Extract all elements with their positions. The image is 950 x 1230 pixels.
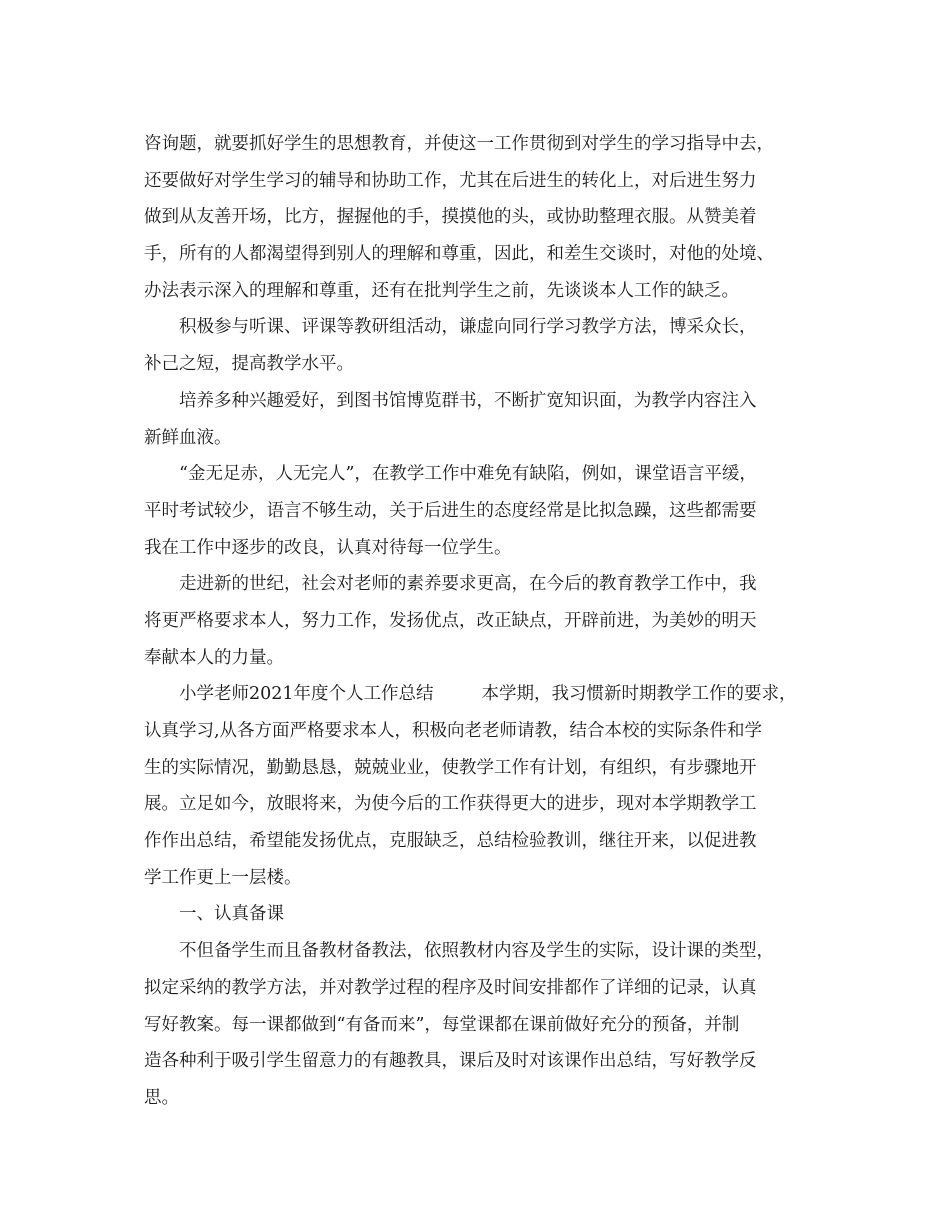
paragraph-4 [144,456,814,566]
text-line: 平时考试较少，语言不够生动，关于后进生的态度经常是比拟急躁，这些都需要 [144,500,757,521]
text-line: 手，所有的人都渴望得到别人的理解和尊重，因此，和差生交谈时，对他的处境、 [144,244,774,265]
paragraph-3 [144,383,814,456]
text-line: 咨询题，就要抓好学生的思想教育，并使这一工作贯彻到对学生的学习指导中去， [144,134,774,154]
text-line: “金无足赤，人无完人”，在教学工作中难免有缺陷，例如，课堂语言平缓， [179,464,757,485]
text-line: 我在工作中逐步的改良，认真对待每一位学生。 [144,537,512,558]
text-line: 新鲜血液。 [144,427,232,448]
text-line: 认真学习,从各方面严格要求本人，积极向老老师请教，结合本校的实际条件和学 [144,721,763,741]
text-line: 不但备学生而且备教材备教法，依照教材内容及学生的实际，设计课的类型， [179,941,774,962]
section-title: 一、认真备课 [179,904,284,925]
heading-line [144,676,814,713]
paragraph-7 [144,896,814,933]
text-line: 将更严格要求本人，努力工作，发扬优点，改正缺点，开辟前进，为美妙的明天 [144,610,757,631]
paragraph-1 [144,126,814,309]
text-line: 奉献本人的力量。 [144,647,284,668]
text-line: 本学期，我习惯新时期教学工作的要求， [481,684,797,705]
text-line: 拟定采纳的教学方法，并对教学过程的程序及时间安排都作了详细的记录，认真 [144,977,757,998]
text-line: 办法表示深入的理解和尊重，还有在批判学生之前，先谈谈本人工作的缺乏。 [144,280,739,301]
paragraph-6 [144,676,814,896]
text-line: 造各种利于吸引学生留意力的有趣教具，课后及时对该课作出总结，写好教学反 [144,1051,757,1072]
text-line: 作作出总结，希望能发扬优点，克服缺乏，总结检验教训，继往开来，以促进教 [144,831,757,852]
paragraph-2 [144,309,814,382]
text-line: 学工作更上一层楼。 [144,867,302,888]
text-line: 生的实际情况，勤勤恳恳，兢兢业业，使教学工作有计划，有组织，有步骤地开 [144,757,757,778]
text-line: 展。立足如今，放眼将来，为使今后的工作获得更大的进步，现对本学期教学工 [144,794,757,815]
document-page [144,126,814,1117]
text-line: 走进新的世纪，社会对老师的素养要求更高，在今后的教育教学工作中，我 [179,574,757,595]
text-line: 积极参与听课、评课等教研组活动，谦虚向同行学习教学方法，博采众长， [179,317,757,338]
text-line: 还要做好对学生学习的辅导和协助工作，尤其在后进生的转化上，对后进生努力 [144,170,757,191]
text-line: 思。 [144,1087,179,1108]
text-line: 做到从友善开场，比方，握握他的手，摸摸他的头，或协助整理衣服。从赞美着 [144,207,757,228]
text-line: 写好教案。每一课都做到“有备而来”，每堂课都在课前做好充分的预备，并制 [144,1014,740,1035]
section-heading: 小学老师2021年度个人工作总结 [179,684,434,705]
text-line: 培养多种兴趣爱好，到图书馆博览群书，不断扩宽知识面，为教学内容注入 [179,390,757,411]
paragraph-8 [144,933,814,1116]
paragraph-5 [144,566,814,676]
text-line: 补己之短，提高教学水平。 [144,354,354,375]
